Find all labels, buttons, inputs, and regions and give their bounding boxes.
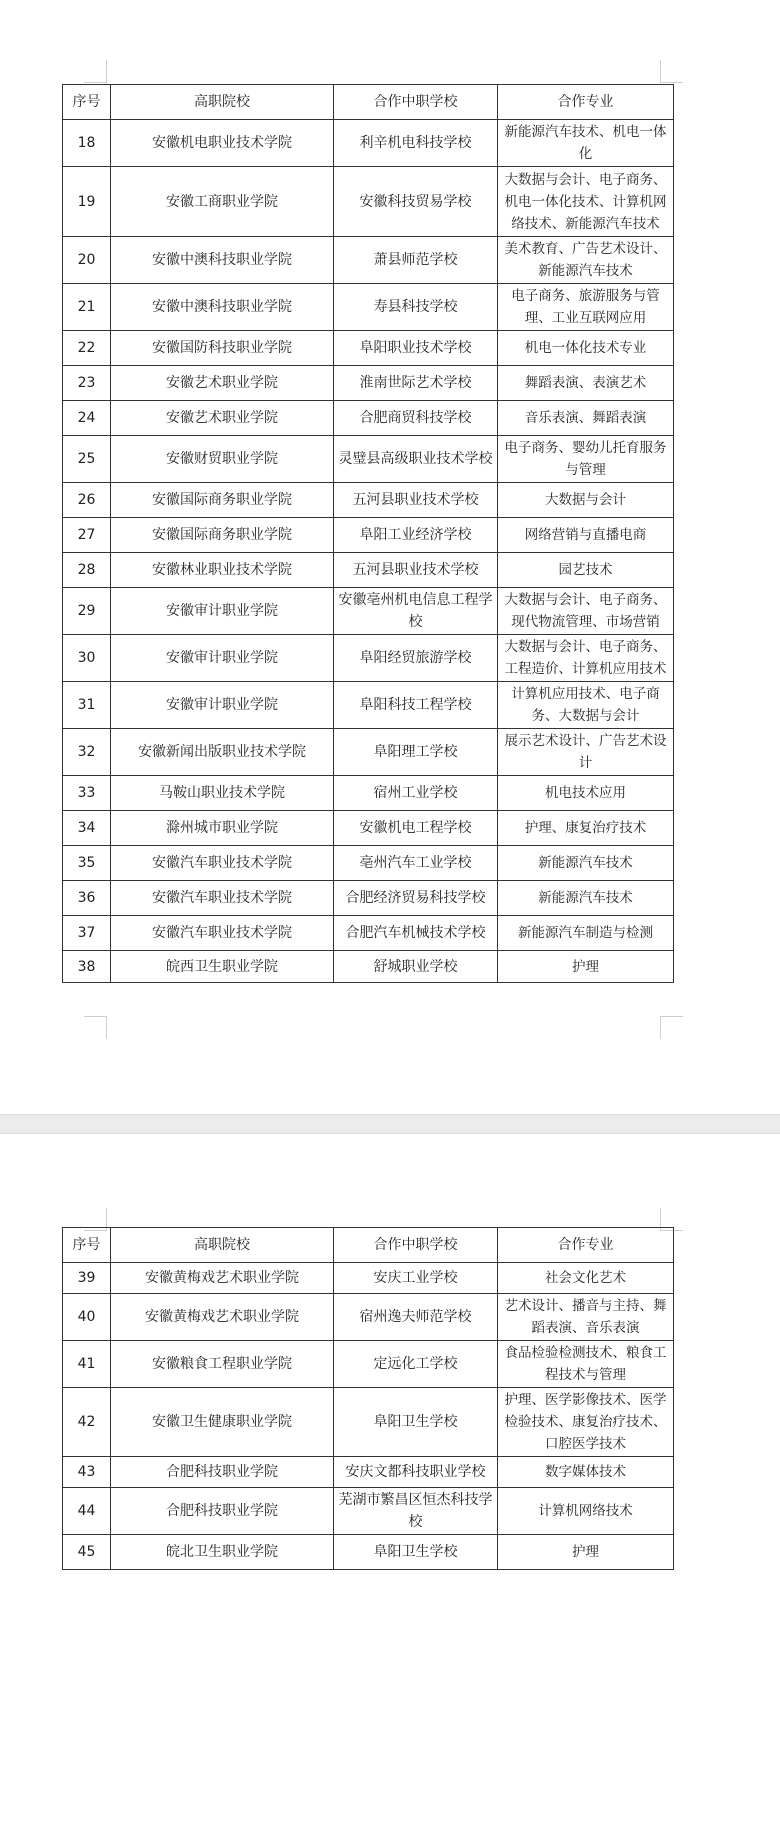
- college-cell: 安徽汽车职业技术学院: [111, 881, 334, 916]
- row-number-cell: 41: [63, 1341, 111, 1388]
- table-row: [63, 1341, 674, 1388]
- table-row: [63, 951, 674, 983]
- partner-school-cell: 宿州工业学校: [334, 776, 498, 811]
- major-cell: 食品检验检测技术、粮食工程技术与管理: [498, 1341, 674, 1388]
- row-number-cell: 30: [63, 635, 111, 682]
- header-partner-school: 合作中职学校: [334, 85, 498, 120]
- major-cell: 舞蹈表演、表演艺术: [498, 366, 674, 401]
- table-row: [63, 120, 674, 167]
- major-cell: 新能源汽车技术: [498, 846, 674, 881]
- partner-school-cell: 萧县师范学校: [334, 237, 498, 284]
- college-cell: 安徽机电职业技术学院: [111, 120, 334, 167]
- table-row: [63, 237, 674, 284]
- table-row: [63, 1263, 674, 1294]
- partner-school-cell: 淮南世际艺术学校: [334, 366, 498, 401]
- college-cell: 安徽艺术职业学院: [111, 401, 334, 436]
- college-cell: 安徽艺术职业学院: [111, 366, 334, 401]
- table-row: [63, 811, 674, 846]
- partner-school-cell: 安徽科技贸易学校: [334, 167, 498, 237]
- row-number-cell: 19: [63, 167, 111, 237]
- college-cell: 安徽国际商务职业学院: [111, 483, 334, 518]
- major-cell: 大数据与会计、电子商务、机电一体化技术、计算机网络技术、新能源汽车技术: [498, 167, 674, 237]
- major-cell: 网络营销与直播电商: [498, 518, 674, 553]
- major-cell: 护理、康复治疗技术: [498, 811, 674, 846]
- row-number-cell: 42: [63, 1388, 111, 1457]
- row-number-cell: 37: [63, 916, 111, 951]
- header-major: 合作专业: [498, 85, 674, 120]
- college-cell: 安徽国防科技职业学院: [111, 331, 334, 366]
- college-cell: 皖北卫生职业学院: [111, 1535, 334, 1570]
- table-row: [63, 331, 674, 366]
- partnership-table-page-1: [62, 84, 674, 983]
- partner-school-cell: 阜阳职业技术学校: [334, 331, 498, 366]
- table-row: [63, 682, 674, 729]
- major-cell: 大数据与会计、电子商务、工程造价、计算机应用技术: [498, 635, 674, 682]
- table-header-row: [63, 85, 674, 120]
- college-cell: 安徽工商职业学院: [111, 167, 334, 237]
- major-cell: 护理、医学影像技术、医学检验技术、康复治疗技术、口腔医学技术: [498, 1388, 674, 1457]
- document-page-2: [0, 1134, 780, 1847]
- row-number-cell: 40: [63, 1294, 111, 1341]
- partner-school-cell: 安徽机电工程学校: [334, 811, 498, 846]
- row-number-cell: 25: [63, 436, 111, 483]
- major-cell: 机电技术应用: [498, 776, 674, 811]
- partner-school-cell: 合肥经济贸易科技学校: [334, 881, 498, 916]
- major-cell: 电子商务、旅游服务与管理、工业互联网应用: [498, 284, 674, 331]
- table-header-row: [63, 1228, 674, 1263]
- table-row: [63, 1535, 674, 1570]
- header-no: 序号: [63, 85, 111, 120]
- partner-school-cell: 阜阳经贸旅游学校: [334, 635, 498, 682]
- row-number-cell: 24: [63, 401, 111, 436]
- table-row: [63, 483, 674, 518]
- major-cell: 护理: [498, 1535, 674, 1570]
- partner-school-cell: 合肥商贸科技学校: [334, 401, 498, 436]
- row-number-cell: 22: [63, 331, 111, 366]
- college-cell: 安徽黄梅戏艺术职业学院: [111, 1263, 334, 1294]
- table-row: [63, 1457, 674, 1488]
- partner-school-cell: 五河县职业技术学校: [334, 483, 498, 518]
- partner-school-cell: 阜阳理工学校: [334, 729, 498, 776]
- table-row: [63, 916, 674, 951]
- row-number-cell: 28: [63, 553, 111, 588]
- table-row: [63, 366, 674, 401]
- row-number-cell: 26: [63, 483, 111, 518]
- table-row: [63, 635, 674, 682]
- college-cell: 安徽审计职业学院: [111, 588, 334, 635]
- row-number-cell: 43: [63, 1457, 111, 1488]
- table-row: [63, 518, 674, 553]
- page-separator: [0, 1114, 780, 1134]
- row-number-cell: 32: [63, 729, 111, 776]
- table-body: [63, 1263, 674, 1570]
- partner-school-cell: 利辛机电科技学校: [334, 120, 498, 167]
- college-cell: 安徽审计职业学院: [111, 682, 334, 729]
- row-number-cell: 44: [63, 1488, 111, 1535]
- partnership-table-page-2: [62, 1227, 674, 1570]
- row-number-cell: 35: [63, 846, 111, 881]
- table-row: [63, 1294, 674, 1341]
- major-cell: 音乐表演、舞蹈表演: [498, 401, 674, 436]
- major-cell: 护理: [498, 951, 674, 983]
- college-cell: 安徽中澳科技职业学院: [111, 284, 334, 331]
- partner-school-cell: 阜阳卫生学校: [334, 1388, 498, 1457]
- major-cell: 社会文化艺术: [498, 1263, 674, 1294]
- row-number-cell: 33: [63, 776, 111, 811]
- table-row: [63, 401, 674, 436]
- table-row: [63, 167, 674, 237]
- page-corner-mark: [660, 60, 683, 83]
- row-number-cell: 38: [63, 951, 111, 983]
- table-row: [63, 436, 674, 483]
- partner-school-cell: 五河县职业技术学校: [334, 553, 498, 588]
- partner-school-cell: 定远化工学校: [334, 1341, 498, 1388]
- table-row: [63, 588, 674, 635]
- table-row: [63, 729, 674, 776]
- college-cell: 合肥科技职业学院: [111, 1488, 334, 1535]
- row-number-cell: 45: [63, 1535, 111, 1570]
- table-row: [63, 776, 674, 811]
- major-cell: 艺术设计、播音与主持、舞蹈表演、音乐表演: [498, 1294, 674, 1341]
- college-cell: 滁州城市职业学院: [111, 811, 334, 846]
- college-cell: 安徽财贸职业学院: [111, 436, 334, 483]
- table-row: [63, 1488, 674, 1535]
- table-row: [63, 284, 674, 331]
- college-cell: 安徽新闻出版职业技术学院: [111, 729, 334, 776]
- header-partner-school: 合作中职学校: [334, 1228, 498, 1263]
- college-cell: 安徽中澳科技职业学院: [111, 237, 334, 284]
- college-cell: 马鞍山职业技术学院: [111, 776, 334, 811]
- row-number-cell: 39: [63, 1263, 111, 1294]
- page-corner-mark: [84, 60, 107, 83]
- row-number-cell: 21: [63, 284, 111, 331]
- table-row: [63, 553, 674, 588]
- college-cell: 皖西卫生职业学院: [111, 951, 334, 983]
- partner-school-cell: 阜阳科技工程学校: [334, 682, 498, 729]
- major-cell: 美术教育、广告艺术设计、新能源汽车技术: [498, 237, 674, 284]
- table-body: [63, 120, 674, 983]
- row-number-cell: 36: [63, 881, 111, 916]
- major-cell: 园艺技术: [498, 553, 674, 588]
- college-cell: 安徽国际商务职业学院: [111, 518, 334, 553]
- college-cell: 安徽汽车职业技术学院: [111, 916, 334, 951]
- college-cell: 安徽审计职业学院: [111, 635, 334, 682]
- major-cell: 展示艺术设计、广告艺术设计: [498, 729, 674, 776]
- partner-school-cell: 寿县科技学校: [334, 284, 498, 331]
- major-cell: 数字媒体技术: [498, 1457, 674, 1488]
- row-number-cell: 34: [63, 811, 111, 846]
- partner-school-cell: 合肥汽车机械技术学校: [334, 916, 498, 951]
- major-cell: 计算机网络技术: [498, 1488, 674, 1535]
- header-college: 高职院校: [111, 1228, 334, 1263]
- page-corner-mark: [84, 1016, 107, 1039]
- major-cell: 大数据与会计: [498, 483, 674, 518]
- partner-school-cell: 安庆工业学校: [334, 1263, 498, 1294]
- header-college: 高职院校: [111, 85, 334, 120]
- major-cell: 机电一体化技术专业: [498, 331, 674, 366]
- partner-school-cell: 亳州汽车工业学校: [334, 846, 498, 881]
- college-cell: 安徽粮食工程职业学院: [111, 1341, 334, 1388]
- header-major: 合作专业: [498, 1228, 674, 1263]
- row-number-cell: 18: [63, 120, 111, 167]
- table-row: [63, 1388, 674, 1457]
- college-cell: 合肥科技职业学院: [111, 1457, 334, 1488]
- partner-school-cell: 阜阳工业经济学校: [334, 518, 498, 553]
- major-cell: 大数据与会计、电子商务、现代物流管理、市场营销: [498, 588, 674, 635]
- row-number-cell: 20: [63, 237, 111, 284]
- college-cell: 安徽林业职业技术学院: [111, 553, 334, 588]
- table-row: [63, 846, 674, 881]
- major-cell: 计算机应用技术、电子商务、大数据与会计: [498, 682, 674, 729]
- row-number-cell: 27: [63, 518, 111, 553]
- major-cell: 电子商务、婴幼儿托育服务与管理: [498, 436, 674, 483]
- college-cell: 安徽卫生健康职业学院: [111, 1388, 334, 1457]
- header-no: 序号: [63, 1228, 111, 1263]
- partner-school-cell: 芜湖市繁昌区恒杰科技学校: [334, 1488, 498, 1535]
- partner-school-cell: 安徽亳州机电信息工程学校: [334, 588, 498, 635]
- page-corner-mark: [660, 1016, 683, 1039]
- row-number-cell: 31: [63, 682, 111, 729]
- partner-school-cell: 安庆文都科技职业学校: [334, 1457, 498, 1488]
- partner-school-cell: 阜阳卫生学校: [334, 1535, 498, 1570]
- partner-school-cell: 灵璧县高级职业技术学校: [334, 436, 498, 483]
- major-cell: 新能源汽车技术、机电一体化: [498, 120, 674, 167]
- college-cell: 安徽黄梅戏艺术职业学院: [111, 1294, 334, 1341]
- partner-school-cell: 舒城职业学校: [334, 951, 498, 983]
- row-number-cell: 29: [63, 588, 111, 635]
- major-cell: 新能源汽车技术: [498, 881, 674, 916]
- partner-school-cell: 宿州逸夫师范学校: [334, 1294, 498, 1341]
- major-cell: 新能源汽车制造与检测: [498, 916, 674, 951]
- table-row: [63, 881, 674, 916]
- college-cell: 安徽汽车职业技术学院: [111, 846, 334, 881]
- row-number-cell: 23: [63, 366, 111, 401]
